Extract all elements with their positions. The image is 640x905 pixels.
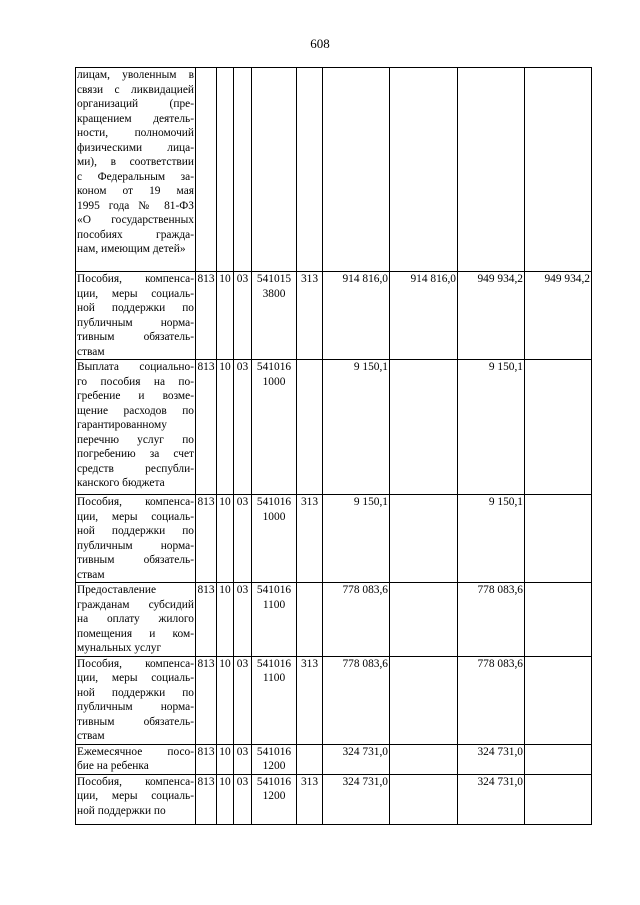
row-name-line: ствам — [77, 345, 105, 358]
section-code-cell — [217, 68, 234, 272]
section-code-cell: 10 — [217, 272, 234, 360]
row-name-line: пособиях граждa- — [77, 228, 194, 241]
section-code-cell: 10 — [217, 495, 234, 583]
expense-type-cell — [297, 68, 323, 272]
target-article-part2: 1200 — [262, 790, 286, 802]
amount-cell-sum2 — [390, 68, 458, 272]
ministry-code-cell — [196, 68, 217, 272]
row-name-cell — [76, 272, 196, 360]
expense-type-cell — [297, 744, 323, 774]
row-name-line: физическими лица- — [77, 141, 194, 154]
target-article-part2: 3800 — [262, 287, 286, 300]
amount-cell-sum2: 914 816,0 — [390, 272, 458, 360]
row-name-line: на оплату жилого — [77, 613, 194, 625]
row-name-line: ции, меры социаль- — [77, 287, 194, 300]
target-article-part2: 1100 — [262, 672, 286, 684]
ministry-code-cell: 813 — [196, 774, 217, 824]
row-name-line: мунальных услуг — [77, 642, 162, 654]
amount-cell-sum3: 324 731,0 — [458, 774, 525, 824]
row-name-line: ности, полномочий — [77, 127, 194, 139]
amount-cell-sum1: 324 731,0 — [323, 774, 390, 824]
target-article-part1: 541015 — [256, 273, 292, 285]
ministry-code-cell: 813 — [196, 744, 217, 774]
row-name-line: Пособия, компенса- — [77, 775, 194, 788]
row-name-line: тивным обязатель- — [77, 331, 194, 343]
row-name-line: ствам — [77, 730, 105, 742]
table-row — [76, 583, 592, 657]
table-row — [76, 774, 592, 824]
table-row — [76, 68, 592, 272]
row-name-cell — [76, 68, 196, 272]
ministry-code-cell: 813 — [196, 360, 217, 495]
row-name-line: Предоставление — [77, 584, 157, 596]
row-name-line: перечню услуг по — [77, 433, 194, 446]
target-article-part2: 1200 — [262, 760, 286, 772]
amount-cell-sum4 — [525, 68, 592, 272]
table-row — [76, 495, 592, 583]
row-name-line: ми), в соответствии — [77, 156, 194, 168]
expense-type-cell — [297, 583, 323, 657]
section-code-cell: 10 — [217, 744, 234, 774]
target-article-cell — [252, 656, 297, 744]
target-article-part2: 1000 — [262, 510, 286, 523]
row-name-line: Пособия, компенса- — [77, 496, 194, 508]
expense-type-cell: 313 — [297, 656, 323, 744]
row-name-line: щение расходов по — [77, 404, 194, 417]
row-name-line: Выплата социально- — [77, 361, 194, 373]
page-number: 608 — [310, 36, 330, 51]
amount-cell-sum1: 778 083,6 — [323, 656, 390, 744]
amount-cell-sum1: 324 731,0 — [323, 744, 390, 774]
amount-cell-sum4 — [525, 583, 592, 657]
subsection-code-cell: 03 — [234, 360, 252, 495]
row-name-line: ции, меры социаль- — [77, 672, 194, 684]
row-name-line: тивным обязатель- — [77, 554, 194, 566]
row-name-line: ции, меры социаль- — [77, 510, 194, 523]
target-article-part1: 541016 — [256, 775, 292, 788]
amount-cell-sum3: 949 934,2 — [458, 272, 525, 360]
section-code-cell: 10 — [217, 656, 234, 744]
table-row — [76, 272, 592, 360]
amount-cell-sum3: 9 150,1 — [458, 360, 525, 495]
amount-cell-sum2 — [390, 744, 458, 774]
ministry-code-cell: 813 — [196, 656, 217, 744]
row-name-line: с Федеральным за- — [77, 170, 194, 183]
row-name-line: ции, меры социаль- — [77, 790, 194, 802]
amount-cell-sum1: 9 150,1 — [323, 360, 390, 495]
row-name-line: публичным норма- — [77, 701, 194, 713]
section-code-cell: 10 — [217, 583, 234, 657]
subsection-code-cell: 03 — [234, 272, 252, 360]
row-name-line: гребение и возме- — [77, 390, 194, 402]
row-name-line: связи с ликвидацией — [77, 83, 194, 96]
expense-type-cell: 313 — [297, 272, 323, 360]
target-article-cell — [252, 583, 297, 657]
row-name-line: кращением деятель- — [77, 112, 194, 125]
row-name-line: публичным норма- — [77, 539, 194, 552]
target-article-part1: 541016 — [256, 584, 292, 596]
row-name-line: ной поддержки по — [77, 804, 166, 817]
target-article-cell — [252, 360, 297, 495]
ministry-code-cell: 813 — [196, 272, 217, 360]
subsection-code-cell: 03 — [234, 495, 252, 583]
amount-cell-sum3: 324 731,0 — [458, 744, 525, 774]
amount-cell-sum2 — [390, 583, 458, 657]
amount-cell-sum2 — [390, 656, 458, 744]
amount-cell-sum2 — [390, 495, 458, 583]
table-row — [76, 360, 592, 495]
amount-cell-sum1 — [323, 68, 390, 272]
amount-cell-sum3 — [458, 68, 525, 272]
amount-cell-sum4 — [525, 774, 592, 824]
row-name-line: нам, имеющим детей» — [77, 243, 186, 255]
amount-cell-sum4: 949 934,2 — [525, 272, 592, 360]
subsection-code-cell: 03 — [234, 656, 252, 744]
row-name-cell — [76, 656, 196, 744]
target-article-part1: 541016 — [256, 496, 292, 508]
ministry-code-cell: 813 — [196, 583, 217, 657]
amount-cell-sum2 — [390, 360, 458, 495]
row-name-line: канского бюджета — [77, 477, 165, 489]
row-name-cell — [76, 774, 196, 824]
row-name-line: гарантированному — [77, 419, 167, 431]
row-name-line: «О государственных — [77, 214, 194, 226]
subsection-code-cell — [234, 68, 252, 272]
table-row — [76, 656, 592, 744]
row-name-line: Пособия, компенса- — [77, 273, 194, 285]
row-name-line: гражданам субсидий — [77, 598, 194, 611]
amount-cell-sum1: 778 083,6 — [323, 583, 390, 657]
row-name-line: организаций (пре- — [77, 98, 194, 110]
amount-cell-sum3: 9 150,1 — [458, 495, 525, 583]
row-name-line: го пособия на по- — [77, 375, 194, 388]
row-name-cell — [76, 360, 196, 495]
subsection-code-cell: 03 — [234, 774, 252, 824]
table-body — [76, 68, 592, 825]
row-name-line: тивным обязатель- — [77, 715, 194, 728]
row-name-line: бие на ребенка — [77, 760, 149, 772]
amount-cell-sum4 — [525, 656, 592, 744]
row-name-line: погребению за счет — [77, 448, 194, 460]
row-name-line: ной поддержки по — [77, 686, 194, 699]
row-name-line: ной поддержки по — [77, 525, 194, 537]
amount-cell-sum1: 914 816,0 — [323, 272, 390, 360]
target-article-cell — [252, 272, 297, 360]
target-article-part2: 1100 — [262, 598, 286, 611]
target-article-cell — [252, 744, 297, 774]
subsection-code-cell: 03 — [234, 744, 252, 774]
target-article-part1: 541016 — [256, 657, 292, 670]
amount-cell-sum2 — [390, 774, 458, 824]
target-article-part1: 541016 — [256, 745, 292, 758]
target-article-cell — [252, 495, 297, 583]
table-row — [76, 744, 592, 774]
row-name-line: помещения и ком- — [77, 627, 194, 640]
amount-cell-sum3: 778 083,6 — [458, 656, 525, 744]
budget-table — [75, 67, 592, 825]
expense-type-cell: 313 — [297, 774, 323, 824]
amount-cell-sum4 — [525, 360, 592, 495]
target-article-cell — [252, 68, 297, 272]
section-code-cell: 10 — [217, 774, 234, 824]
amount-cell-sum3: 778 083,6 — [458, 583, 525, 657]
row-name-cell — [76, 495, 196, 583]
ministry-code-cell: 813 — [196, 495, 217, 583]
target-article-cell — [252, 774, 297, 824]
amount-cell-sum4 — [525, 744, 592, 774]
row-name-line: Пособия, компенса- — [77, 657, 194, 670]
row-name-line: ствам — [77, 568, 105, 581]
section-code-cell: 10 — [217, 360, 234, 495]
row-name-line: публичным норма- — [77, 316, 194, 329]
amount-cell-sum1: 9 150,1 — [323, 495, 390, 583]
row-name-line: коном от 19 мая — [77, 185, 194, 197]
expense-type-cell: 313 — [297, 495, 323, 583]
amount-cell-sum4 — [525, 495, 592, 583]
expense-type-cell — [297, 360, 323, 495]
row-name-cell — [76, 583, 196, 657]
target-article-part1: 541016 — [256, 361, 292, 373]
row-name-line: средств республи- — [77, 462, 194, 475]
target-article-part2: 1000 — [262, 375, 286, 388]
row-name-line: 1995 года № 81-ФЗ — [77, 199, 194, 212]
subsection-code-cell: 03 — [234, 583, 252, 657]
row-name-line: ной поддержки по — [77, 302, 194, 314]
row-name-line: лицам, уволенным в — [77, 69, 194, 81]
row-name-line: Ежемесячное посо- — [77, 745, 194, 758]
row-name-cell — [76, 744, 196, 774]
